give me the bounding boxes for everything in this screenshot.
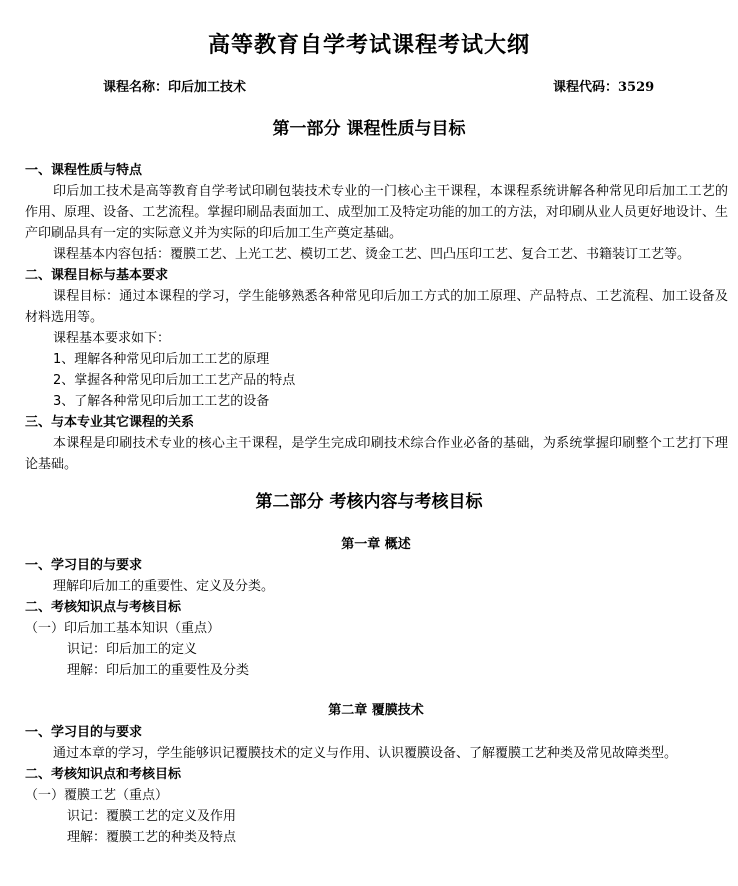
- chapter1-content: [25, 555, 728, 681]
- chapter1-heading: 第一章 概述: [341, 537, 411, 552]
- document-title: 高等教育自学考试课程考试大纲: [207, 32, 530, 58]
- paragraph: 理解印后加工的重要性、定义及分类。: [53, 579, 275, 594]
- section-heading: 一、学习目的与要求: [25, 558, 143, 573]
- section-heading: 二、考核知识点与考核目标: [25, 600, 182, 615]
- chapter2-heading: 第二章 覆膜技术: [328, 703, 424, 718]
- paragraph: 课程目标：通过本课程的学习，学生能够熟悉各种常见印后加工方式的加工原理、产品特点、工艺流程、加工设备及材料选用等。: [25, 289, 728, 325]
- paragraph: 印后加工技术是高等教育自学考试印刷包装技术专业的一门核心主干课程，本课程系统讲解各种常见印后加工工艺的作用、原理、设备、工艺流程。掌握印刷品表面加工、成型加工及特定功能的加工的方法，对印刷从业人员更好地设计、生产印刷品具有一定的实际意义并为实际的印后加工生产奠定基础。: [25, 184, 728, 241]
- paragraph: 课程基本内容包括：覆膜工艺、上光工艺、模切工艺、烫金工艺、凹凸压印工艺、复合工艺、书籍装订工艺等。: [53, 247, 691, 262]
- paragraph: 本课程是印刷技术专业的核心主干课程，是学生完成印刷技术综合作业必备的基础，为系统掌握印刷整个工艺打下理论基础。: [25, 436, 728, 472]
- section-heading: 一、课程性质与特点: [25, 163, 143, 178]
- subsection-heading: （一）覆膜工艺（重点）: [25, 788, 169, 803]
- list-item: 3、了解各种常见印后加工工艺的设备: [53, 394, 270, 409]
- list-item: 2、掌握各种常见印后加工工艺产品的特点: [53, 373, 296, 388]
- section-heading: 二、课程目标与基本要求: [25, 268, 169, 283]
- chapter2-content: [25, 722, 728, 848]
- subsection-heading: （一）印后加工基本知识（重点）: [25, 621, 221, 636]
- course-code: 课程代码：3529: [553, 80, 655, 95]
- course-name: 课程名称：印后加工技术: [103, 80, 247, 95]
- knowledge-point: 识记：印后加工的定义: [67, 642, 198, 657]
- paragraph: 通过本章的学习，学生能够识记覆膜技术的定义与作用、认识覆膜设备、了解覆膜工艺种类及常见故障类型。: [53, 746, 678, 761]
- knowledge-point: 理解：覆膜工艺的种类及特点: [67, 830, 237, 845]
- list-item: 1、理解各种常见印后加工工艺的原理: [53, 352, 270, 367]
- section-heading: 一、学习目的与要求: [25, 725, 143, 740]
- part2-heading: 第二部分 考核内容与考核目标: [255, 492, 483, 512]
- section-heading: 三、与本专业其它课程的关系: [25, 415, 195, 430]
- part1-heading: 第一部分 课程性质与目标: [272, 119, 466, 139]
- part1-content: [25, 160, 728, 475]
- section-heading: 二、考核知识点和考核目标: [25, 767, 182, 782]
- paragraph: 课程基本要求如下：: [53, 331, 171, 346]
- knowledge-point: 识记：覆膜工艺的定义及作用: [67, 809, 237, 824]
- knowledge-point: 理解：印后加工的重要性及分类: [67, 663, 250, 678]
